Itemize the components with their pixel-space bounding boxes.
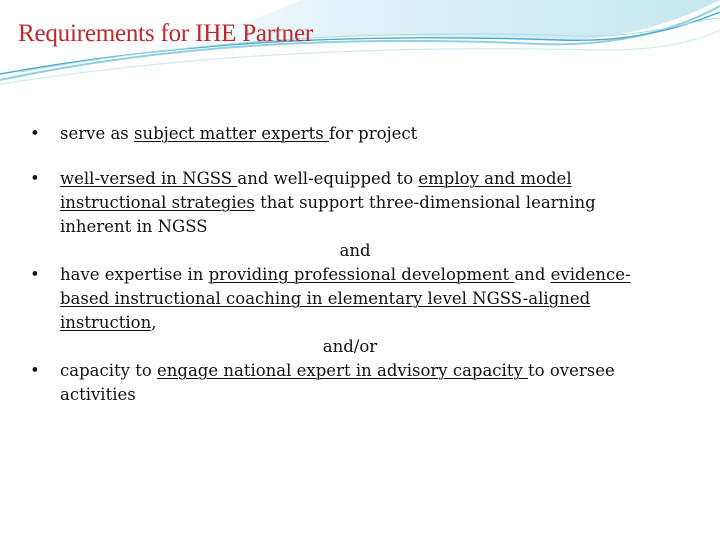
bullet-icon: • bbox=[30, 361, 40, 380]
requirement-item-3 bbox=[30, 263, 670, 335]
item-4-underlined-a: engage national expert in advisory capacity bbox=[157, 361, 529, 380]
item-4-text-a: capacity to bbox=[60, 361, 158, 380]
item-1-text-b: for project bbox=[328, 124, 418, 143]
item-2-underlined-a: well-versed in NGSS bbox=[60, 169, 238, 188]
item-2-text-b: that support three-dimensional learning inherent in NGSS bbox=[60, 193, 596, 236]
item-3-text-b: and bbox=[514, 265, 551, 284]
requirement-item-2 bbox=[30, 167, 670, 239]
item-1-underlined-a: subject matter experts bbox=[134, 124, 329, 143]
item-3-text-c: , bbox=[151, 313, 157, 332]
requirements-list bbox=[30, 122, 670, 407]
slide-title: Requirements for IHE Partner bbox=[18, 20, 313, 47]
connector-and: and bbox=[339, 241, 371, 260]
item-3-underlined-a: providing professional development bbox=[208, 265, 515, 284]
requirement-item-4 bbox=[30, 359, 670, 407]
item-2-underlined-b: employ and model instructional strategies bbox=[60, 169, 572, 212]
requirement-item-1 bbox=[30, 122, 670, 146]
item-4-text-b: to oversee activities bbox=[60, 361, 615, 404]
item-3-text-a: have expertise in bbox=[60, 265, 209, 284]
item-2-text-a: and well-equipped to bbox=[237, 169, 419, 188]
bullet-icon: • bbox=[30, 169, 40, 188]
bullet-icon: • bbox=[30, 124, 40, 143]
bullet-icon: • bbox=[30, 265, 40, 284]
item-3-underlined-b: evidence-based instructional coaching in elementary level NGSS-aligned instruction bbox=[60, 265, 631, 332]
item-1-text-a: serve as bbox=[60, 124, 135, 143]
connector-and-or: and/or bbox=[322, 337, 378, 356]
